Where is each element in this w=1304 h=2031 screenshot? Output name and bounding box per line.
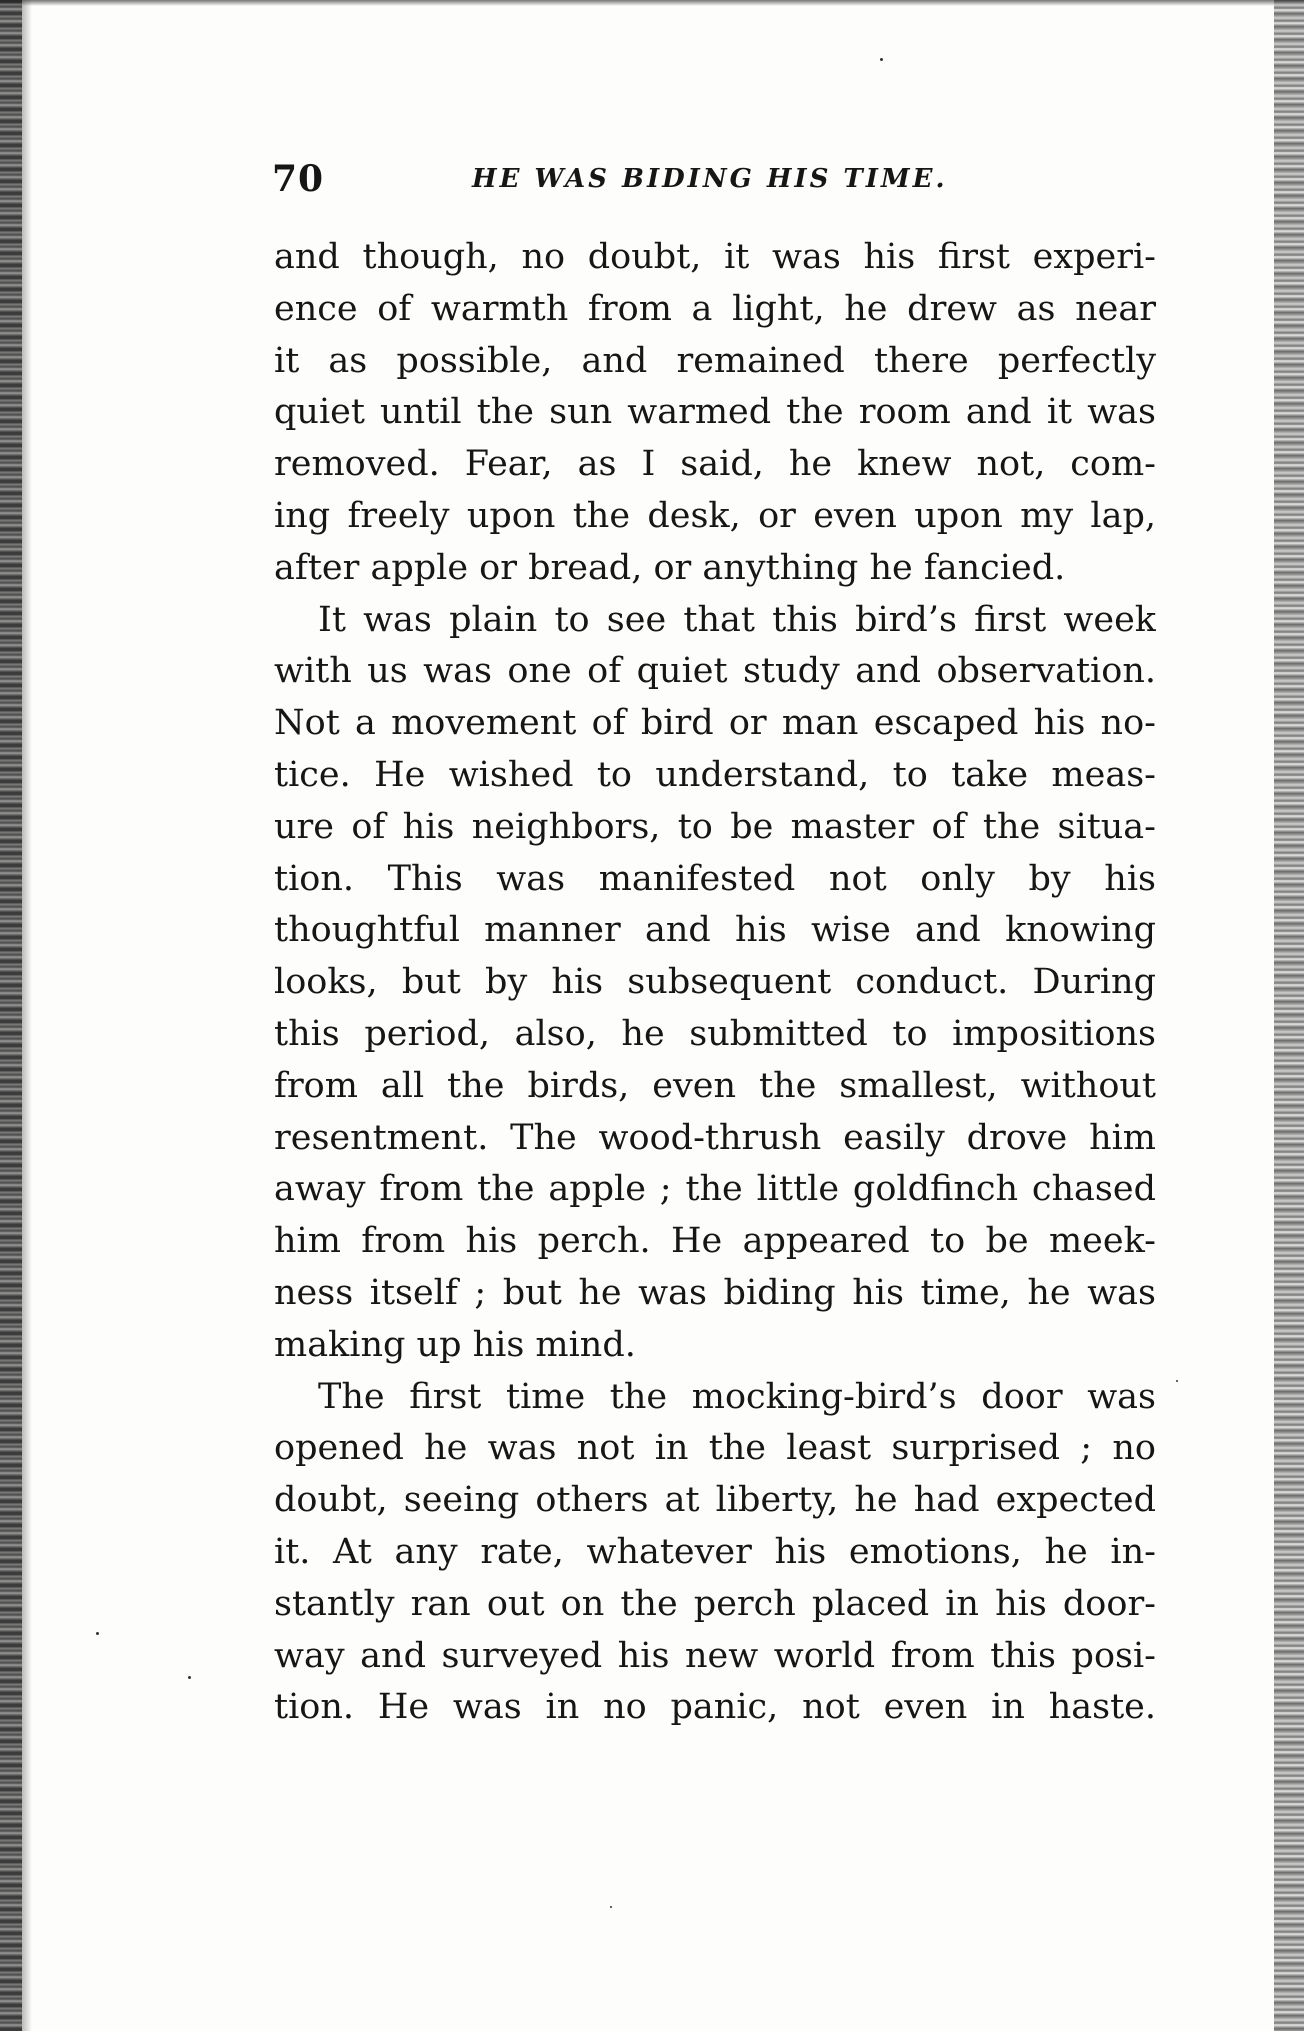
text-line: him from his perch. He appeared to be meek- xyxy=(274,1221,1156,1262)
text-line: ing freely upon the desk, or even upon my lap, xyxy=(274,495,1156,536)
scan-speck xyxy=(880,58,883,61)
text-line: with us was one of quiet study and observation. xyxy=(274,651,1156,692)
running-head-title: HE WAS BIDING HIS TIME. xyxy=(472,164,948,194)
text-line: doubt, seeing others at liberty, he had expected xyxy=(274,1480,1156,1521)
text-line: resentment. The wood-thrush easily drove him xyxy=(274,1117,1156,1158)
text-line: this period, also, he submitted to impositions xyxy=(274,1013,1156,1054)
text-line: it. At any rate, whatever his emotions, he in- xyxy=(274,1531,1156,1572)
text-line: making up his mind. xyxy=(274,1324,636,1365)
text-line: tice. He wished to understand, to take meas- xyxy=(274,754,1156,795)
text-line: after apple or bread, or anything he fancied. xyxy=(274,547,1066,588)
binding-shadow xyxy=(22,0,32,2031)
text-line: removed. Fear, as I said, he knew not, com- xyxy=(274,444,1156,485)
text-line: looks, but by his subsequent conduct. During xyxy=(274,962,1156,1003)
text-line: ence of warmth from a light, he drew as near xyxy=(274,288,1156,329)
paragraph-first-line: It was plain to see that this bird’s first week xyxy=(318,599,1156,640)
scan-speck xyxy=(188,1676,191,1679)
text-line: away from the apple ; the little goldfinch chased xyxy=(274,1169,1156,1210)
scan-speck xyxy=(1176,1380,1178,1382)
text-line: quiet until the sun warmed the room and it was xyxy=(274,392,1156,433)
text-line: way and surveyed his new world from this posi- xyxy=(274,1635,1156,1676)
text-line: it as possible, and remained there perfectly xyxy=(274,340,1156,381)
scan-speck xyxy=(96,1632,99,1635)
text-line: from all the birds, even the smallest, without xyxy=(274,1065,1156,1106)
text-line: opened he was not in the least surprised ; no xyxy=(274,1428,1156,1469)
text-line: tion. He was in no panic, not even in haste. xyxy=(274,1687,1156,1728)
paragraph-first-line: The first time the mocking-bird’s door was xyxy=(318,1376,1156,1417)
text-line: Not a movement of bird or man escaped his no- xyxy=(274,703,1156,744)
text-line: and though, no doubt, it was his first experi- xyxy=(274,237,1156,277)
binding-edge xyxy=(0,0,22,2031)
page-fore-edge xyxy=(1274,0,1304,2031)
page-number: 70 xyxy=(272,158,325,200)
running-head xyxy=(272,158,1172,204)
scan-top-edge xyxy=(0,0,1304,6)
text-line: stantly ran out on the perch placed in his door- xyxy=(274,1583,1156,1624)
text-line: tion. This was manifested not only by his xyxy=(274,858,1156,899)
scan-speck xyxy=(610,1906,612,1908)
text-line: ure of his neighbors, to be master of the situa- xyxy=(274,806,1156,847)
text-line: thoughtful manner and his wise and knowing xyxy=(274,910,1156,951)
text-line: ness itself ; but he was biding his time, he was xyxy=(274,1272,1156,1313)
body-text xyxy=(274,232,1156,1734)
